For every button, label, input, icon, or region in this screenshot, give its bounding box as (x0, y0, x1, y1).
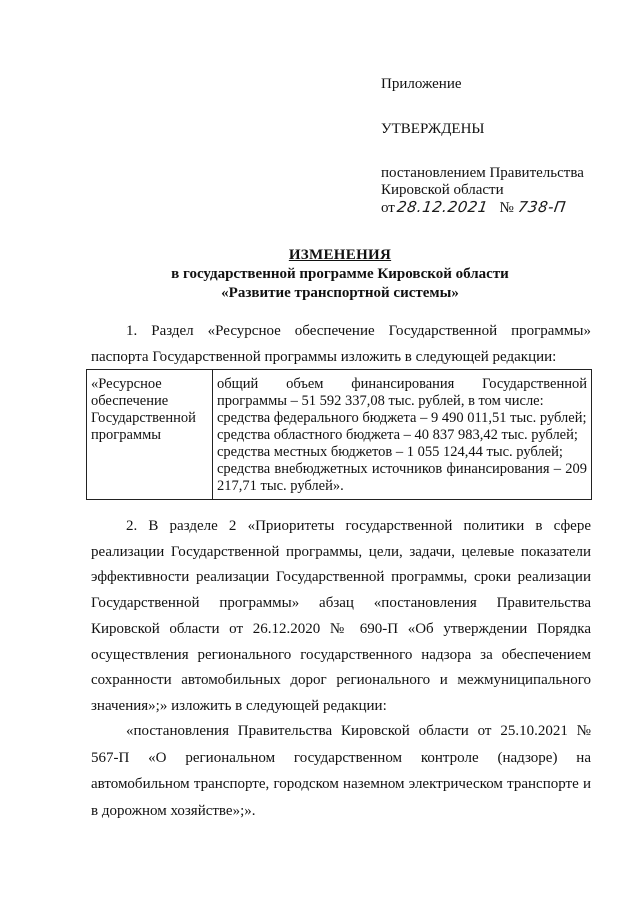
paragraph-3-text: «постановления Правительства Кировской области от 25.10.2021 № 567-П «О региональном государственном контроле (надзоре) на автомобильном транспорте, городском наземном электрическом транспорте и в дорожном хозяйстве»;». (91, 723, 591, 819)
paragraph-1 (91, 318, 591, 370)
date-prefix: от (381, 200, 395, 216)
table-line: средства федерального бюджета – 9 490 011,51 тыс. рублей; (217, 410, 587, 426)
table-line: средства областного бюджета – 40 837 983,42 тыс. рублей; (217, 427, 578, 443)
table-line: средства местных бюджетов – 1 055 124,44 тыс. рублей; (217, 444, 563, 460)
table-line: средства внебюджетных источников финансирования – 209 217,71 тыс. рублей». (217, 461, 587, 494)
handwritten-date: 28.12.2021 (395, 198, 490, 216)
paragraph-2 (91, 514, 591, 720)
decree-line-1: постановлением Правительства (381, 165, 584, 181)
paragraph-3 (91, 718, 591, 824)
approved-label: УТВЕРЖДЕНЫ (381, 121, 485, 137)
table-line: общий объем финансирования Государственной программы – 51 592 337,08 тыс. рублей, в том числе: (217, 376, 587, 409)
appendix-label: Приложение (381, 76, 462, 92)
resource-table (86, 369, 592, 500)
table-row (87, 370, 592, 500)
title-line-1: ИЗМЕНЕНИЯ (288, 247, 392, 263)
decree-date-line (381, 199, 611, 217)
paragraph-2-text: 2. В разделе 2 «Приоритеты государственной политики в сфере реализации Государственной программы, цели, задачи, целевые показатели эффективности реализации Государственной программы, сроки реализации Государственной программы» абзац «постановления Правительства Кировской области от 26.12.2020 № 690-П «Об утверждении Порядка осуществления регионального государственного надзора за обеспечением сохранности автомобильных дорог регионального и межмуниципального значения»;» изложить в следующей редакции: (91, 518, 591, 714)
title-line-3: «Развитие транспортной системы» (221, 285, 459, 301)
approval-block (381, 76, 611, 217)
decree-line-2: Кировской области (381, 182, 504, 198)
number-prefix: № (499, 200, 514, 216)
paragraph-1-text: 1. Раздел «Ресурсное обеспечение Государственной программы» паспорта Государственной программы изложить в следующей редакции: (91, 323, 591, 365)
handwritten-number: 738-П (516, 198, 567, 216)
title-line-2: в государственной программе Кировской области (171, 266, 509, 282)
table-left-cell: «Ресурсное обеспечение Государственной программы (87, 370, 213, 500)
document-title (90, 246, 590, 303)
table-right-cell (213, 370, 592, 500)
